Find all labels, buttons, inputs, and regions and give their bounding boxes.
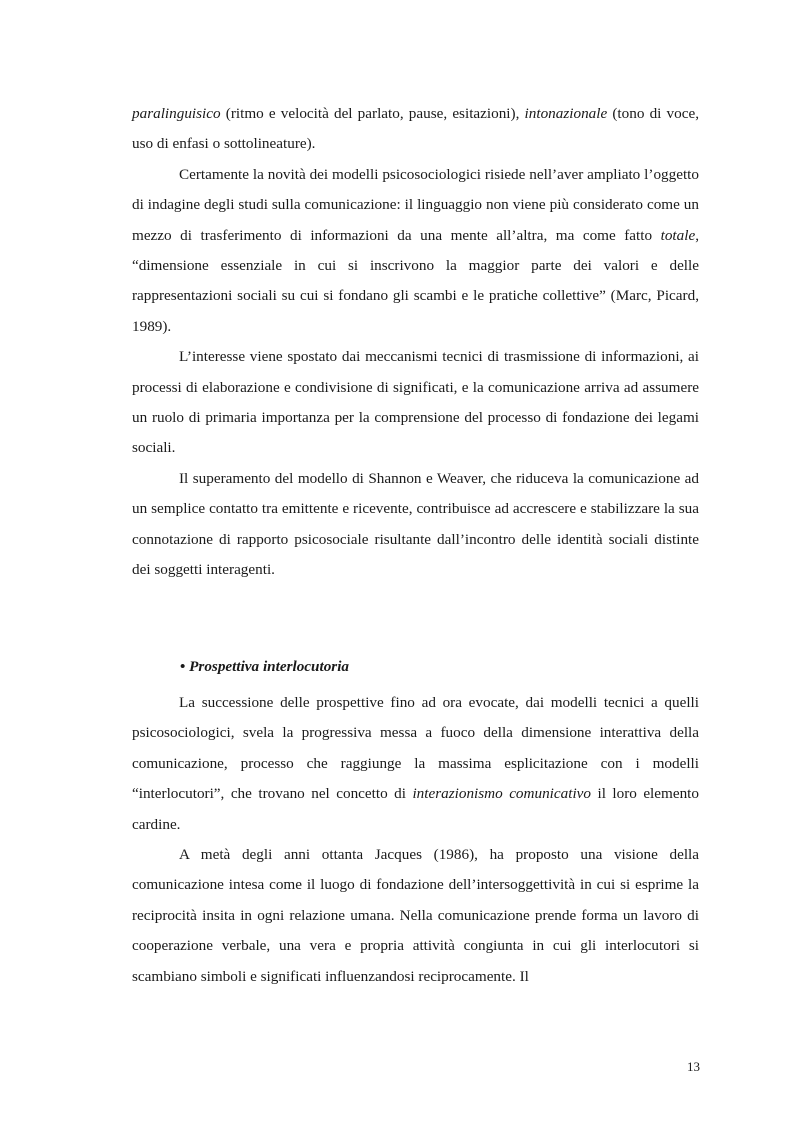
paragraph-interest-shift: L’interesse viene spostato dai meccanismi tecnici di trasmissione di informazioni, ai processi di elaborazione e condivisione di significati, e la comunicazione arriva ad assumere un ruolo di primaria importanza per la comprensione del processo di fondazione dei legami sociali. bbox=[132, 348, 699, 457]
bullet-icon: • bbox=[180, 658, 186, 675]
paragraph-jacques: A metà degli anni ottanta Jacques (1986), ha proposto una visione della comunicazione intesa come il luogo di fondazione dell’intersoggettività in cui si esprime la reciprocità insita in ogni relazione umana. Nella comunicazione prende forma un lavoro di cooperazione verbale, una vera e propria attività congiunta in cui gli interlocutori si scambiano simboli e significati influenzandosi reciprocamente. Il bbox=[132, 846, 699, 985]
term-paralinguisico: paralinguisico bbox=[132, 105, 221, 122]
paragraph-interlocutory-models bbox=[132, 688, 699, 840]
paragraph-text: (ritmo e velocità del parlato, pause, esitazioni), bbox=[220, 105, 525, 122]
paragraph-text: La successione delle prospettive fino ad ora evocate, dai modelli tecnici a quelli psicosociologici, svela la progressiva messa a fuoco della dimensione interattiva della comunicazione, processo che raggiunge la massima esplicitazione con i modelli “interlocutori”, che trovano nel concetto di bbox=[132, 694, 699, 803]
paragraph-paralinguistic bbox=[132, 99, 699, 160]
body-text-lower bbox=[132, 688, 699, 992]
paragraph-text: il loro elemento cardine. bbox=[132, 785, 699, 833]
term-totale: totale bbox=[660, 226, 696, 244]
term-intonazionale: intonazionale bbox=[524, 105, 608, 122]
paragraph-shannon-weaver: Il superamento del modello di Shannon e Weaver, che riduceva la comunicazione ad un semplice contatto tra emittente e ricevente, contribuisce ad accrescere e stabilizzare la sua connotazione di rapporto psicosociale risultante dall’incontro delle identità sociali distinte dei soggetti interagenti. bbox=[132, 469, 699, 579]
paragraph-psychosociological-models bbox=[132, 160, 699, 342]
body-text-upper bbox=[132, 99, 699, 586]
paragraph-text: , “dimensione essenziale in cui si inscrivono la maggior parte dei valori e delle rappresentazioni sociali su cui si fondano gli scambi e le pratiche collettive” (Marc, Picard, 1989). bbox=[132, 226, 699, 335]
paragraph-text: Certamente la novità dei modelli psicosociologici risiede nell’aver ampliato l’oggetto di indagine degli studi sulla comunicazione: il linguaggio non viene più considerato come un mezzo di trasferimento di informazioni da una mente all’altra, ma come fatto bbox=[132, 165, 699, 244]
section-title: Prospettiva interlocutoria bbox=[189, 658, 350, 675]
page-number: 13 bbox=[687, 1059, 700, 1074]
section-heading bbox=[180, 652, 349, 682]
paragraph-text: (tono di voce, uso di enfasi o sottolineature). bbox=[132, 105, 700, 153]
term-interazionismo-comunicativo: interazionismo comunicativo bbox=[412, 785, 592, 803]
